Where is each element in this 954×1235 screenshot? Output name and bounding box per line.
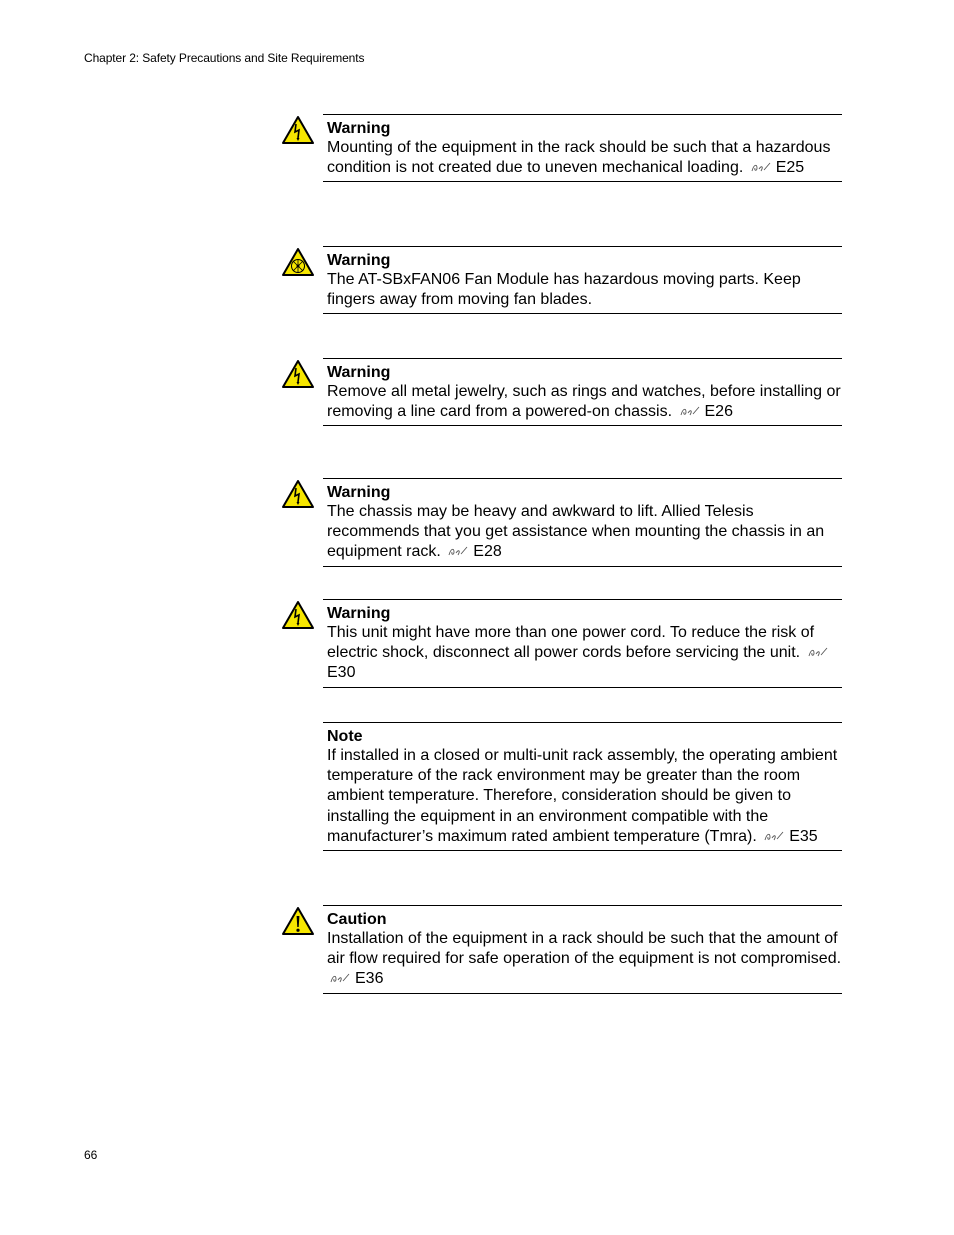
notice-text: If installed in a closed or multi-unit rack assembly, the operating ambient temperature of the rack environment may be greater than the room ambient temperature. Therefore, consideration should be given to installing the equipment in an environment compatible with the manufacturer’s maximum rated ambient temperature (Tmra). (327, 747, 838, 845)
electrical-hazard-icon (281, 359, 315, 389)
notice-text: This unit might have more than one power cord. To reduce the risk of electric shock, disconnect all power cords before servicing the unit. (327, 624, 815, 662)
warning-notice-3 (323, 358, 842, 426)
reference-link-icon (679, 405, 703, 417)
notice-ref: E25 (775, 159, 805, 177)
reference-link-icon (807, 646, 831, 658)
page-number: 66 (84, 1148, 98, 1162)
notice-title: Warning (327, 484, 391, 501)
chapter-header: Chapter 2: Safety Precautions and Site Requirements (84, 51, 365, 65)
notice-title: Caution (327, 911, 387, 928)
fan-hazard-icon (281, 247, 315, 277)
reference-link-icon (329, 972, 353, 984)
notice-title: Warning (327, 364, 391, 381)
warning-notice-1 (323, 114, 842, 182)
notice-title: Warning (327, 252, 391, 269)
notice-title: Warning (327, 120, 391, 137)
notice-text: The AT-SBxFAN06 Fan Module has hazardous moving parts. Keep fingers away from moving fan blades. (327, 271, 801, 309)
reference-link-icon (447, 545, 471, 557)
electrical-hazard-icon (281, 115, 315, 145)
notice-title: Warning (327, 605, 391, 622)
notice-ref: E36 (355, 970, 384, 988)
notice-ref: E30 (327, 664, 356, 682)
warning-notice-2 (323, 246, 842, 314)
caution-exclamation-icon (281, 906, 315, 936)
reference-link-icon (763, 830, 787, 842)
electrical-hazard-icon (281, 600, 315, 630)
notice-ref: E28 (473, 543, 502, 561)
warning-notice-4 (323, 478, 842, 567)
notice-title: Note (327, 728, 363, 745)
electrical-hazard-icon (281, 479, 315, 509)
notice-text: Mounting of the equipment in the rack should be such that a hazardous condition is not created due to uneven mechanical loading. (327, 139, 831, 177)
notice-text: Remove all metal jewelry, such as rings and watches, before installing or removing a line card from a powered-on chassis. (327, 383, 841, 421)
notice-ref: E35 (789, 827, 818, 845)
notice-text: The chassis may be heavy and awkward to lift. Allied Telesis recommends that you get assistance when mounting the chassis in an equipment rack. (327, 503, 825, 561)
notice-text: Installation of the equipment in a rack should be such that the amount of air flow required for safe operation of the equipment is not compromised. (327, 930, 842, 968)
caution-notice (323, 905, 842, 994)
note-notice (323, 722, 842, 851)
warning-notice-5 (323, 599, 842, 688)
notice-ref: E26 (704, 403, 733, 421)
reference-link-icon (750, 161, 774, 173)
